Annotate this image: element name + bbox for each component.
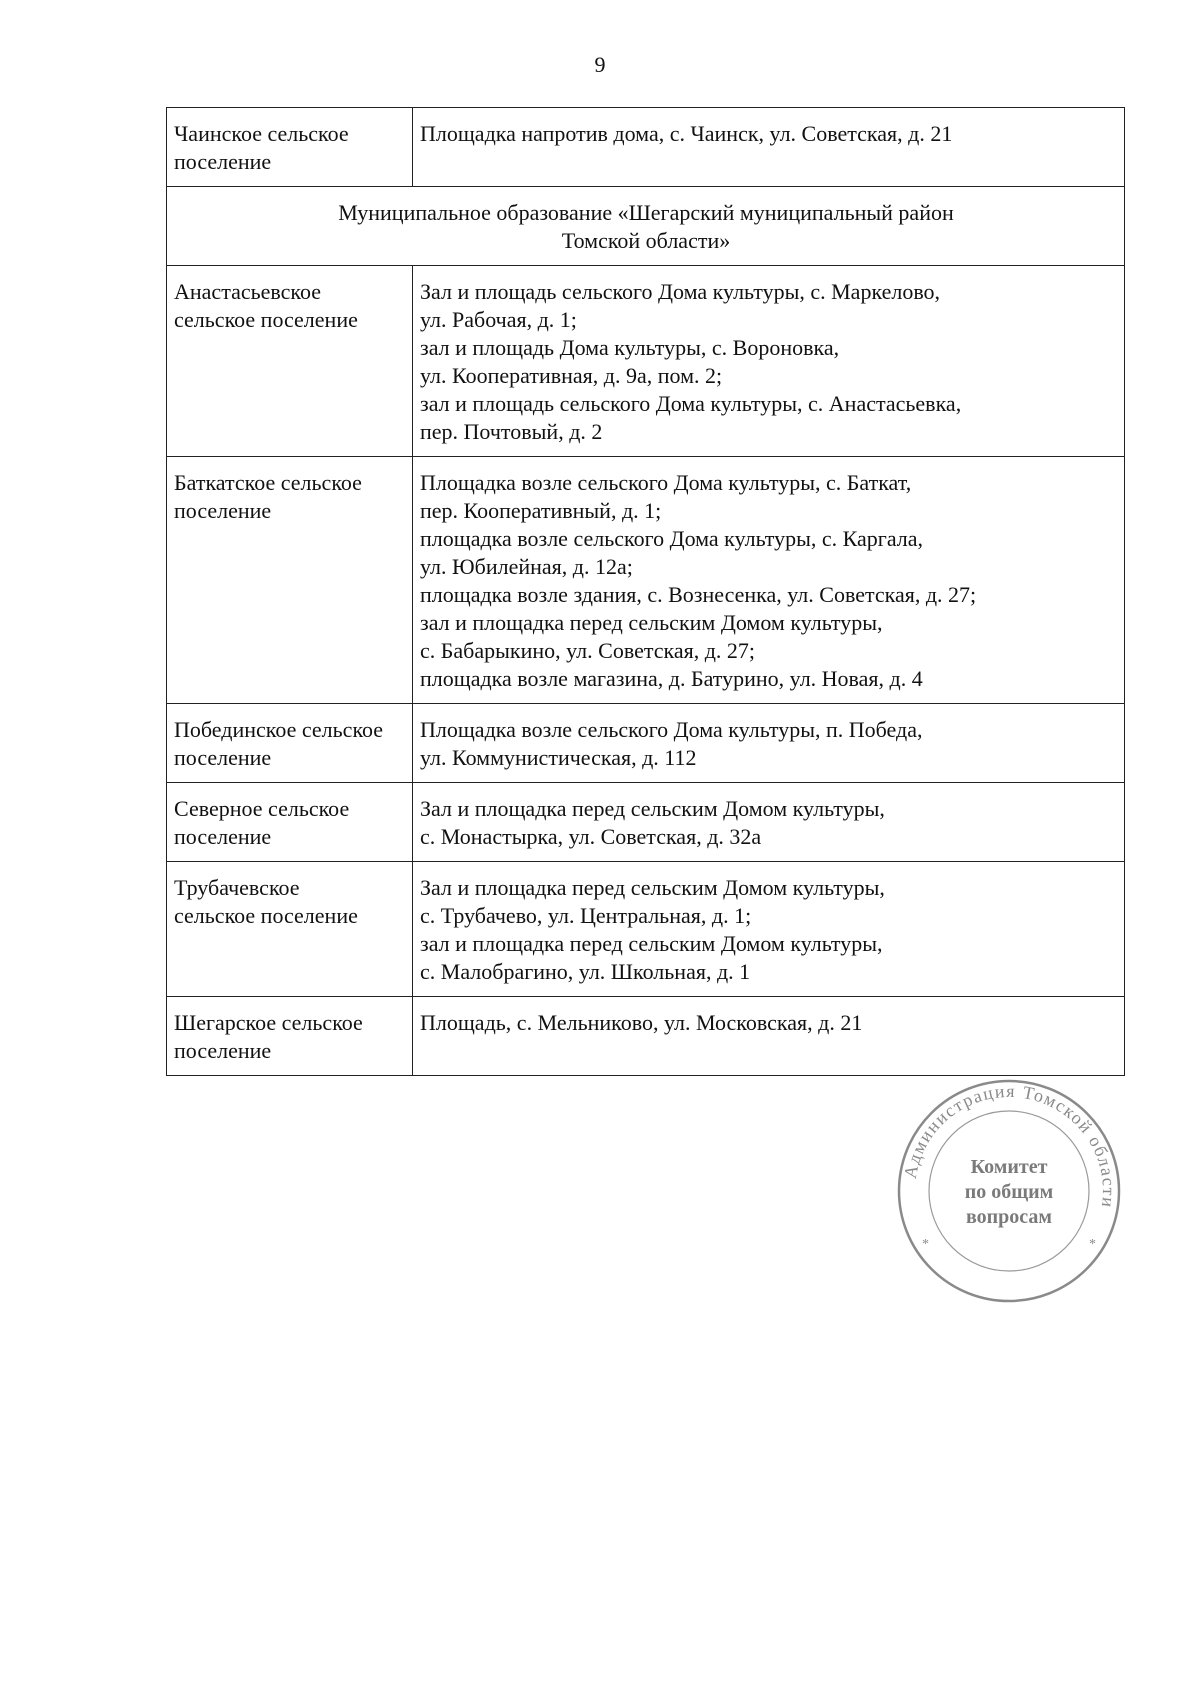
settlement-name-line: Побединское сельское	[174, 717, 384, 742]
settlement-name-line: поселение	[174, 498, 272, 523]
places-cell	[413, 704, 1125, 783]
official-stamp	[896, 1078, 1122, 1304]
settlement-name-line: поселение	[174, 149, 272, 174]
place-line: площадка возле магазина, д. Батурино, ул. Новая, д. 4	[420, 666, 923, 691]
place-line: зал и площадь сельского Дома культуры, с. Анастасьевка,	[420, 391, 962, 416]
settlement-name-line: Северное сельское	[174, 796, 350, 821]
stamp-center-line-2: по общим	[964, 1181, 1054, 1203]
settlement-cell	[167, 704, 413, 783]
section-title-cell	[167, 187, 1125, 266]
place-line: зал и площадь Дома культуры, с. Вороновка,	[420, 335, 840, 360]
locations-table	[166, 107, 1125, 1076]
stamp-star-left: *	[922, 1237, 929, 1252]
places-cell	[413, 997, 1125, 1076]
section-title-line: Муниципальное образование «Шегарский муниципальный район	[338, 200, 954, 225]
settlement-cell	[167, 108, 413, 187]
places-cell	[413, 457, 1125, 704]
section-header-row	[167, 187, 1125, 266]
settlement-cell	[167, 783, 413, 862]
place-line: Площадка возле сельского Дома культуры, п. Победа,	[420, 717, 923, 742]
settlement-name-line: сельское поселение	[174, 307, 358, 332]
settlement-name-line: Анастасьевское	[174, 279, 322, 304]
table-row	[167, 457, 1125, 704]
place-line: пер. Почтовый, д. 2	[420, 419, 603, 444]
settlement-name-line: поселение	[174, 1038, 272, 1063]
place-line: Зал и площадь сельского Дома культуры, с. Маркелово,	[420, 279, 941, 304]
place-line: ул. Кооперативная, д. 9а, пом. 2;	[420, 363, 723, 388]
place-line: Зал и площадка перед сельским Домом культуры,	[420, 875, 885, 900]
settlement-cell	[167, 266, 413, 457]
places-cell	[413, 266, 1125, 457]
place-line: Зал и площадка перед сельским Домом культуры,	[420, 796, 885, 821]
stamp-ring-text: Администрация Томской области	[899, 1080, 1120, 1210]
settlement-name-line: поселение	[174, 824, 272, 849]
settlement-cell	[167, 997, 413, 1076]
place-line: площадка возле сельского Дома культуры, с. Каргала,	[420, 526, 924, 551]
settlement-cell	[167, 457, 413, 704]
stamp-center-line-1: Комитет	[970, 1156, 1048, 1178]
table-row	[167, 266, 1125, 457]
settlement-name-line: Шегарское сельское	[174, 1010, 363, 1035]
places-cell	[413, 783, 1125, 862]
places-cell	[413, 862, 1125, 997]
table-row	[167, 997, 1125, 1076]
place-line: с. Монастырка, ул. Советская, д. 32а	[420, 824, 762, 849]
page-number: 9	[594, 52, 606, 77]
table-row	[167, 108, 1125, 187]
settlement-name-line: Чаинское сельское	[174, 121, 349, 146]
settlement-name-line: поселение	[174, 745, 272, 770]
table-row	[167, 862, 1125, 997]
place-line: Площадка возле сельского Дома культуры, с. Баткат,	[420, 470, 912, 495]
table-row	[167, 783, 1125, 862]
place-line: Площадка напротив дома, с. Чаинск, ул. Советская, д. 21	[420, 121, 953, 146]
table-body	[167, 108, 1125, 1076]
place-line: зал и площадка перед сельским Домом культуры,	[420, 610, 883, 635]
place-line: с. Трубачево, ул. Центральная, д. 1;	[420, 903, 752, 928]
section-title-line: Томской области»	[561, 228, 731, 253]
place-line: с. Малобрагино, ул. Школьная, д. 1	[420, 959, 751, 984]
place-line: площадка возле здания, с. Вознесенка, ул. Советская, д. 27;	[420, 582, 977, 607]
places-cell	[413, 108, 1125, 187]
place-line: ул. Рабочая, д. 1;	[420, 307, 577, 332]
place-line: зал и площадка перед сельским Домом культуры,	[420, 931, 883, 956]
place-line: Площадь, с. Мельниково, ул. Московская, д. 21	[420, 1010, 863, 1035]
settlement-name-line: сельское поселение	[174, 903, 358, 928]
place-line: пер. Кооперативный, д. 1;	[420, 498, 662, 523]
place-line: с. Бабарыкино, ул. Советская, д. 27;	[420, 638, 756, 663]
settlement-name-line: Баткатское сельское	[174, 470, 362, 495]
settlement-name-line: Трубачевское	[174, 875, 300, 900]
settlement-cell	[167, 862, 413, 997]
place-line: ул. Юбилейная, д. 12а;	[420, 554, 633, 579]
place-line: ул. Коммунистическая, д. 112	[420, 745, 697, 770]
stamp-center-line-3: вопросам	[965, 1206, 1053, 1228]
table-row	[167, 704, 1125, 783]
stamp-star-right: *	[1089, 1237, 1096, 1252]
